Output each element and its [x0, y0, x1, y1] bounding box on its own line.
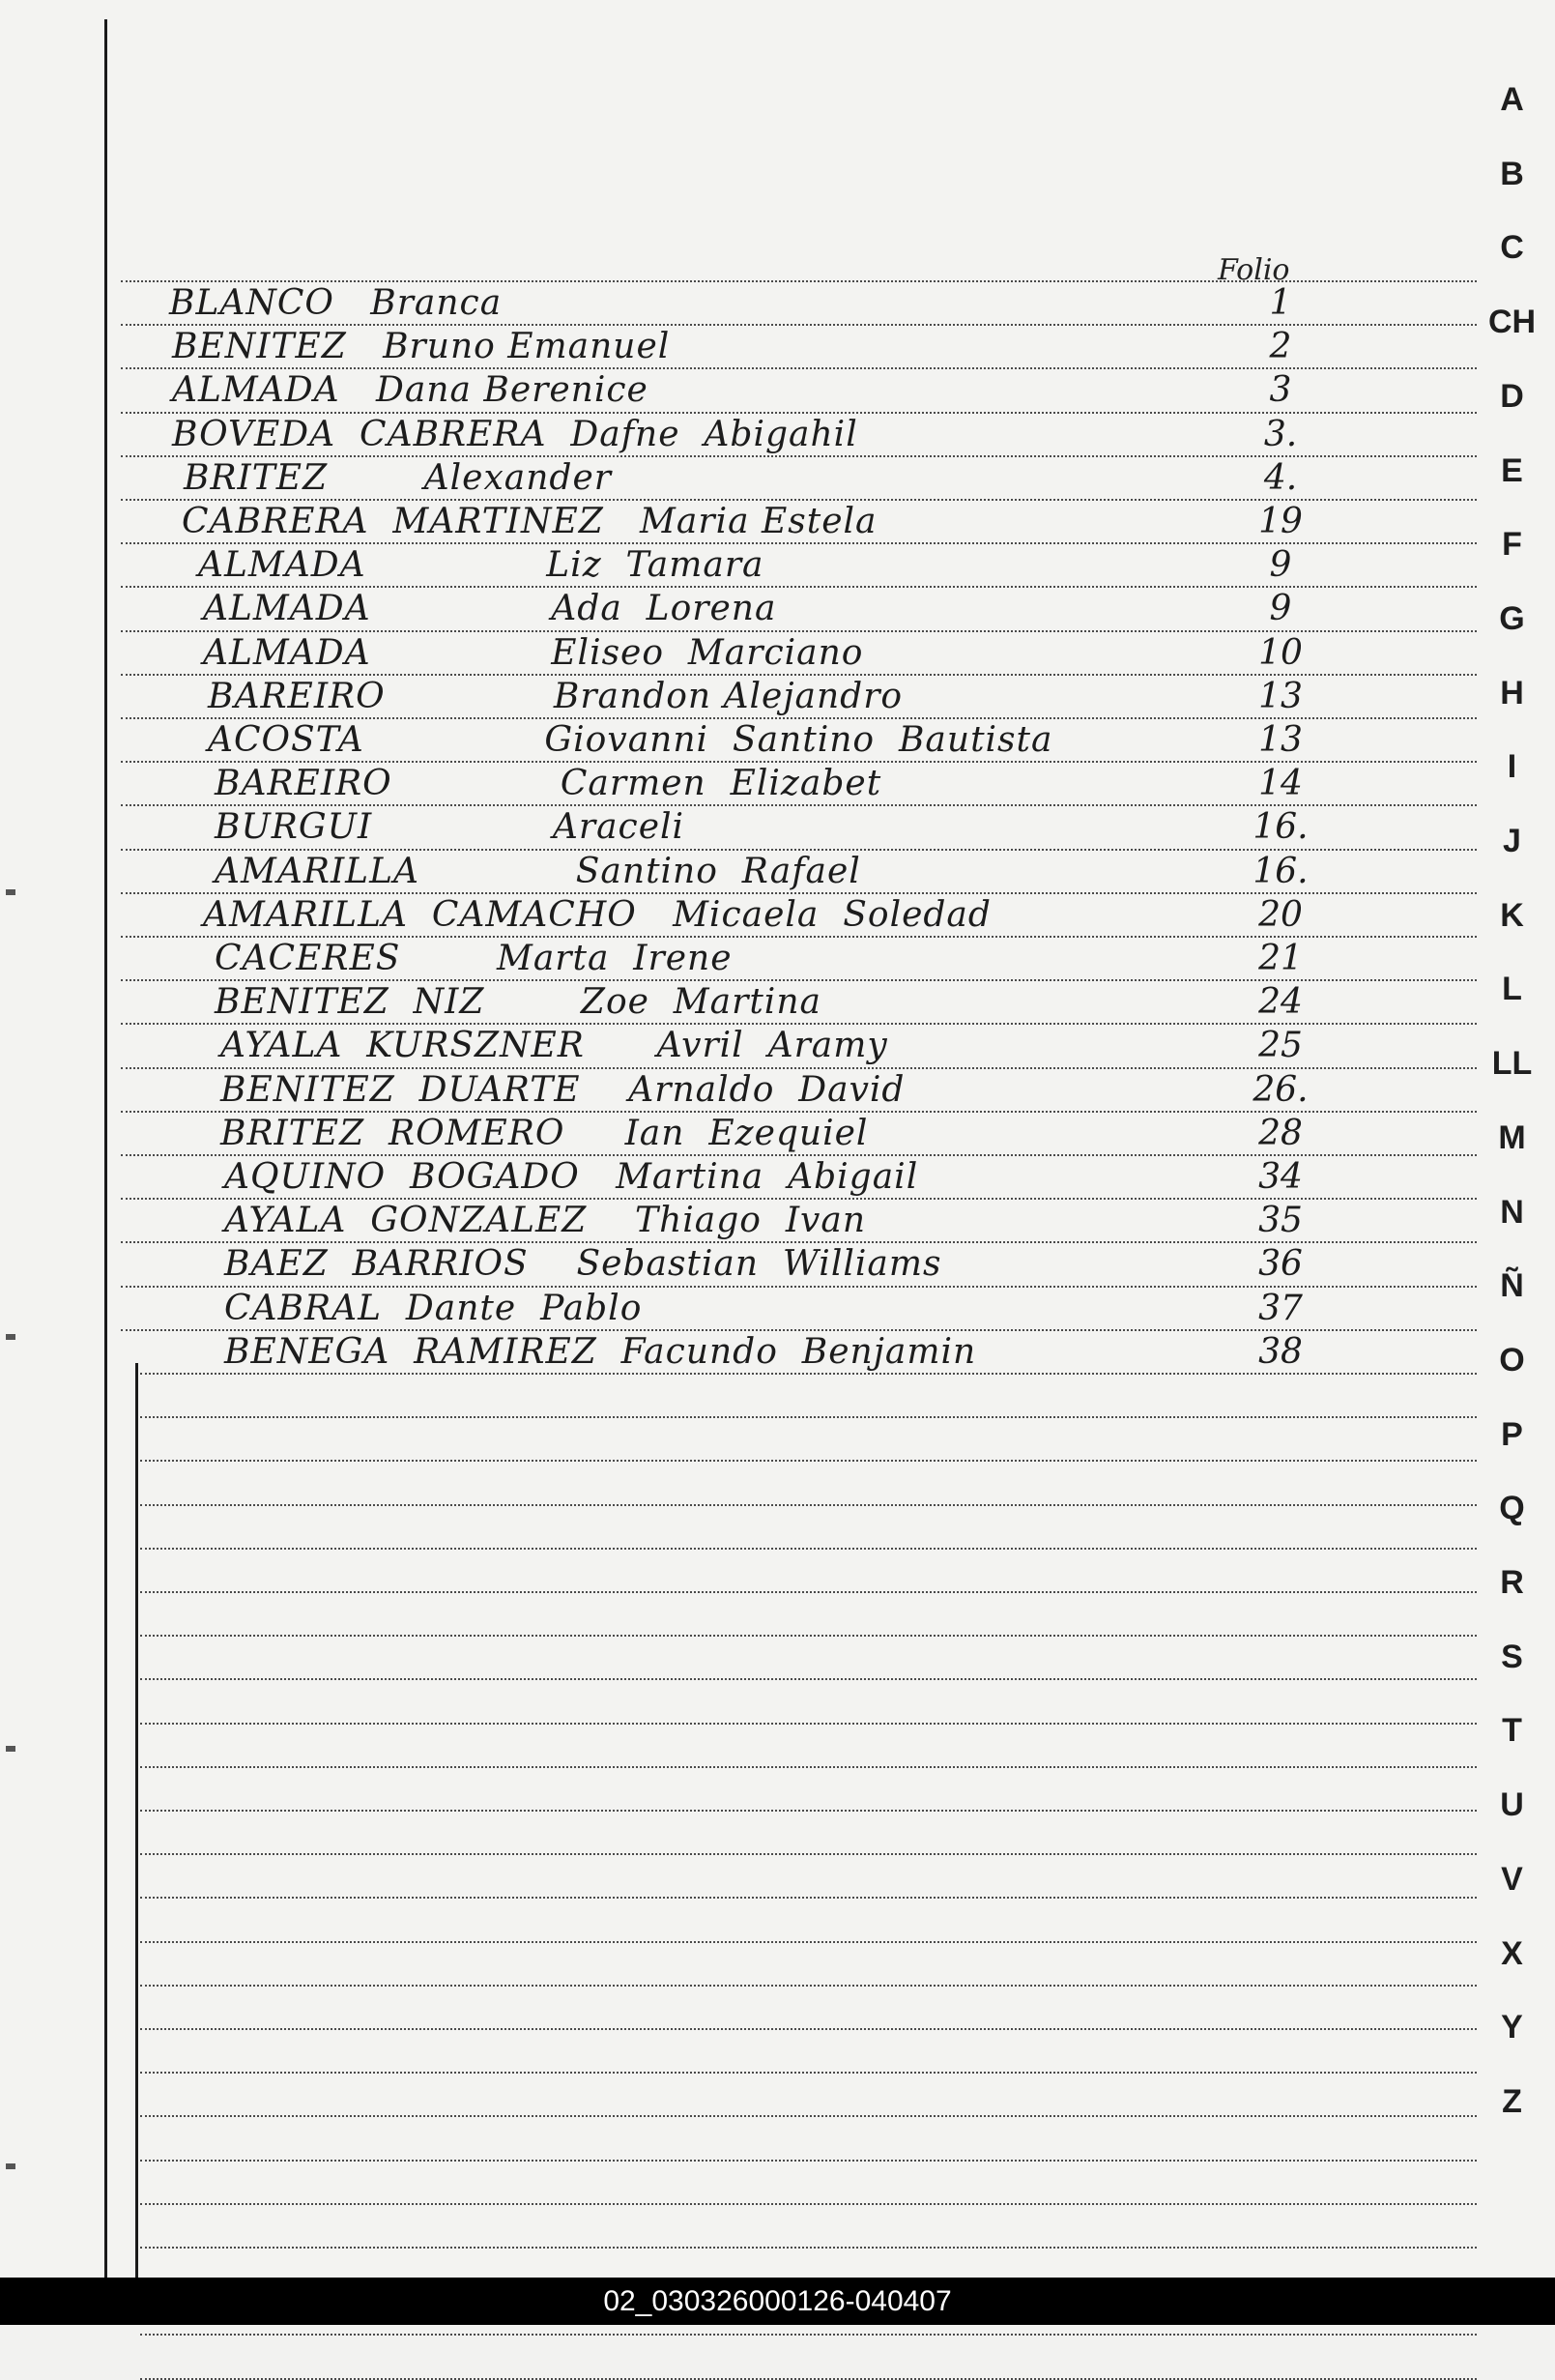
- index-tab-letter[interactable]: G: [1499, 600, 1525, 637]
- entry-name: AQUINO BOGADO Martina Abigail: [224, 1157, 919, 1197]
- entry-folio: 25: [1258, 1026, 1303, 1065]
- entry-name: CABRERA MARTINEZ Maria Estela: [182, 502, 878, 541]
- entry-folio: 28: [1258, 1114, 1303, 1153]
- entry-folio: 37: [1258, 1289, 1303, 1328]
- list-item: [0, 895, 1555, 940]
- entry-name: BRITEZ Alexander: [184, 458, 612, 498]
- entry-folio: 13: [1258, 720, 1303, 760]
- entry-name: BENITEZ Bruno Emanuel: [172, 327, 671, 366]
- entry-folio: 34: [1258, 1157, 1303, 1197]
- list-item: [0, 1332, 1555, 1377]
- entry-name: BENITEZ NIZ Zoe Martina: [215, 982, 821, 1022]
- entry-folio: 16.: [1253, 852, 1309, 891]
- index-tab-letter[interactable]: B: [1500, 156, 1524, 192]
- entry-folio: 35: [1258, 1201, 1303, 1240]
- entry-folio: 13: [1258, 677, 1303, 716]
- entry-folio: 10: [1258, 633, 1303, 673]
- index-tab-letter[interactable]: L: [1502, 971, 1522, 1007]
- entry-folio: 26.: [1253, 1070, 1309, 1110]
- index-tab-letter[interactable]: J: [1503, 823, 1521, 859]
- index-tab-letter[interactable]: Y: [1501, 2009, 1523, 2046]
- list-item: [0, 982, 1555, 1027]
- list-item: [0, 1157, 1555, 1202]
- entry-folio: 9: [1269, 589, 1292, 628]
- entry-name: BLANCO Branca: [169, 283, 503, 323]
- list-item: [0, 1070, 1555, 1115]
- entry-folio: 3: [1269, 370, 1292, 410]
- document-code: 02_030326000126-040407: [603, 2285, 952, 2317]
- entry-folio: 3.: [1263, 415, 1298, 454]
- index-tab-letter[interactable]: Z: [1502, 2083, 1522, 2120]
- folio-column-header: Folio: [1218, 253, 1290, 287]
- entry-name: BRITEZ ROMERO Ian Ezequiel: [220, 1114, 869, 1153]
- entry-name: CACERES Marta Irene: [215, 939, 733, 978]
- index-tab-letter[interactable]: Ñ: [1500, 1267, 1524, 1304]
- entry-name: ALMADA Dana Berenice: [172, 370, 648, 410]
- index-tab-letter[interactable]: M: [1498, 1119, 1526, 1156]
- entry-folio: 20: [1258, 895, 1303, 935]
- list-item: [0, 415, 1555, 459]
- index-tab-letter[interactable]: F: [1502, 526, 1522, 563]
- entry-name: ALMADA Ada Lorena: [203, 589, 777, 628]
- list-item: [0, 327, 1555, 371]
- index-tab-letter[interactable]: V: [1501, 1861, 1523, 1898]
- index-tab-letter[interactable]: D: [1500, 378, 1524, 415]
- list-item: [0, 589, 1555, 633]
- list-item: [0, 1201, 1555, 1245]
- entry-name: ALMADA Eliseo Marciano: [203, 633, 864, 673]
- entry-name: BENITEZ DUARTE Arnaldo David: [220, 1070, 906, 1110]
- index-tab-letter[interactable]: O: [1499, 1342, 1525, 1379]
- index-tab-letter[interactable]: C: [1500, 229, 1524, 266]
- list-item: [0, 1114, 1555, 1158]
- entry-name: ACOSTA Giovanni Santino Bautista: [208, 720, 1053, 760]
- list-item: [0, 370, 1555, 415]
- entry-name: AYALA GONZALEZ Thiago Ivan: [224, 1201, 867, 1240]
- index-tab-letter[interactable]: N: [1500, 1194, 1524, 1231]
- list-item: [0, 807, 1555, 852]
- entry-folio: 21: [1258, 939, 1303, 978]
- entry-folio: 24: [1258, 982, 1303, 1022]
- list-item: [0, 720, 1555, 765]
- list-item: [0, 852, 1555, 896]
- entry-name: BOVEDA CABRERA Dafne Abigahil: [172, 415, 858, 454]
- list-item: [0, 1244, 1555, 1289]
- index-tab-letter[interactable]: CH: [1487, 304, 1537, 340]
- list-item: [0, 677, 1555, 721]
- entry-name: BURGUI Araceli: [215, 807, 685, 847]
- list-item: [0, 545, 1555, 590]
- entry-folio: 16.: [1253, 807, 1309, 847]
- entry-name: AMARILLA Santino Rafael: [215, 852, 861, 891]
- entry-folio: 1: [1269, 283, 1292, 323]
- index-tab-letter[interactable]: P: [1501, 1416, 1523, 1453]
- entry-name: AYALA KURSZNER Avril Aramy: [220, 1026, 888, 1065]
- ruled-line: [140, 2334, 1477, 2336]
- index-tab-letter[interactable]: Q: [1499, 1490, 1525, 1526]
- index-tab-letter[interactable]: A: [1500, 81, 1524, 118]
- index-tab-letter[interactable]: X: [1501, 1935, 1523, 1972]
- index-tab-letter[interactable]: H: [1500, 675, 1524, 711]
- entry-name: BAEZ BARRIOS Sebastian Williams: [224, 1244, 942, 1284]
- index-tab-letter[interactable]: T: [1502, 1712, 1522, 1749]
- entry-name: BAREIRO Brandon Alejandro: [208, 677, 904, 716]
- index-tab-letter[interactable]: I: [1507, 748, 1517, 785]
- list-item: [0, 502, 1555, 546]
- list-item: [0, 1026, 1555, 1070]
- entry-folio: 14: [1258, 764, 1303, 803]
- list-item: [0, 633, 1555, 678]
- entry-folio: 9: [1269, 545, 1292, 585]
- index-tab-letter[interactable]: R: [1500, 1564, 1524, 1601]
- list-item: [0, 939, 1555, 983]
- index-tab-letter[interactable]: LL: [1491, 1045, 1533, 1082]
- entry-name: ALMADA Liz Tamara: [198, 545, 764, 585]
- entry-name: BENEGA RAMIREZ Facundo Benjamin: [224, 1332, 977, 1372]
- entry-folio: 4.: [1263, 458, 1298, 498]
- list-item: [0, 764, 1555, 808]
- entry-name: CABRAL Dante Pablo: [224, 1289, 643, 1328]
- entry-folio: 38: [1258, 1332, 1303, 1372]
- index-tab-letter[interactable]: S: [1501, 1639, 1523, 1675]
- entry-name: BAREIRO Carmen Elizabet: [215, 764, 882, 803]
- entry-folio: 2: [1269, 327, 1292, 366]
- list-item: [0, 1289, 1555, 1333]
- index-tab-letter[interactable]: K: [1500, 897, 1524, 934]
- index-tab-letter[interactable]: U: [1500, 1786, 1524, 1823]
- alphabet-index-tabs: [1469, 81, 1555, 2208]
- entry-name: AMARILLA CAMACHO Micaela Soledad: [203, 895, 992, 935]
- index-tab-letter[interactable]: E: [1501, 452, 1523, 489]
- list-item: [0, 283, 1555, 328]
- entry-folio: 19: [1258, 502, 1303, 541]
- list-item: [0, 458, 1555, 503]
- entry-folio: 36: [1258, 1244, 1303, 1284]
